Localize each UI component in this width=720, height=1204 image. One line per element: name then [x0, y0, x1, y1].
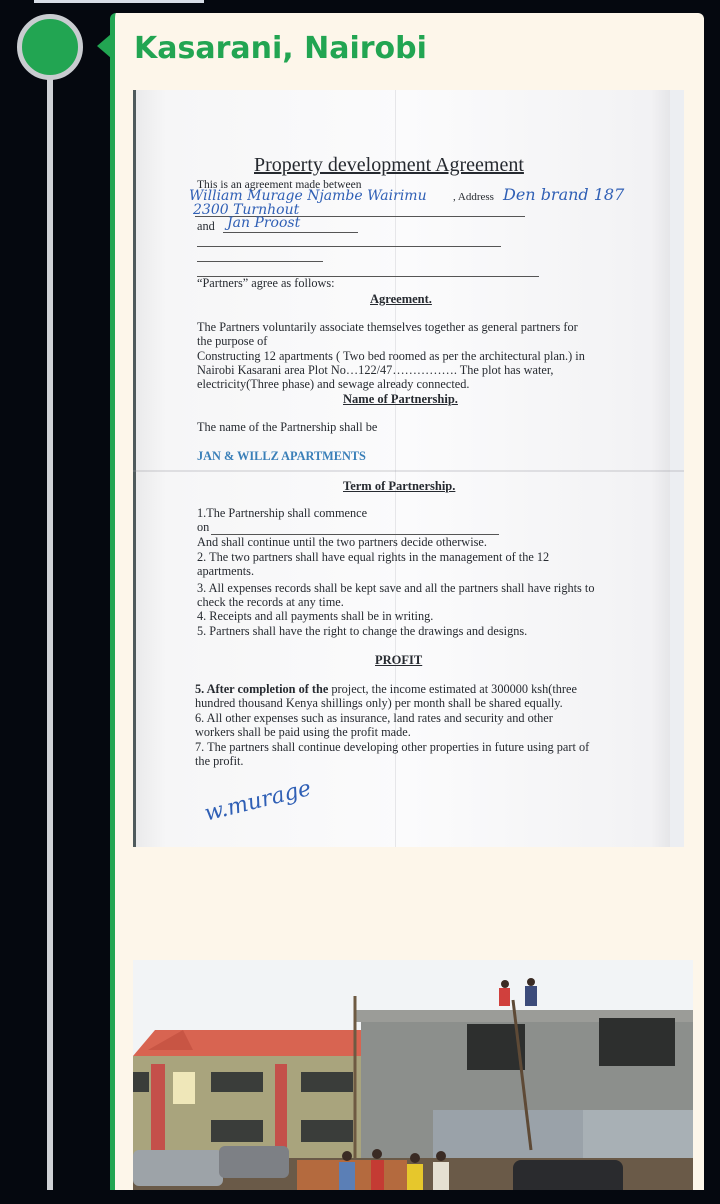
- worker: [339, 1162, 355, 1192]
- section-agreement: Agreement.: [370, 292, 432, 306]
- photo-edge: [133, 90, 136, 847]
- document-heading: Property development Agreement: [254, 154, 524, 176]
- bottom-bar: [0, 1190, 720, 1204]
- term-line: on: [197, 520, 210, 534]
- term-line: 3. All expenses records shall be kept save and all the partners shall have rights to: [197, 581, 595, 595]
- agreement-line: Nairobi Kasarani area Plot No…122/47……………. The plot has water,: [197, 363, 554, 377]
- profit-line: [195, 682, 577, 697]
- card-pointer-icon: [97, 34, 111, 58]
- worker: [371, 1160, 384, 1190]
- top-divider: [34, 0, 204, 3]
- timeline-card: [110, 13, 704, 1204]
- timeline-node-icon: [17, 14, 83, 80]
- section-profit: PROFIT: [375, 653, 423, 667]
- construction-site-photo[interactable]: [133, 960, 693, 1204]
- term-line: 2. The two partners shall have equal rights in the management of the 12: [197, 550, 550, 564]
- agreement-line: Constructing 12 apartments ( Two bed roomed as per the architectural plan.) in: [197, 349, 585, 363]
- profit-line: 7. The partners shall continue developing other properties in future using part of: [195, 740, 590, 754]
- address-label: , Address: [453, 191, 494, 203]
- profit-line: hundred thousand Kenya shillings only) per month shall be shared equally.: [195, 696, 563, 710]
- parked-car: [219, 1146, 289, 1178]
- partnership-name: JAN & WILLZ APARTMENTS: [197, 449, 366, 463]
- agreement-line: the purpose of: [197, 334, 268, 348]
- profit-line: the profit.: [195, 754, 244, 768]
- handwritten-address: Den brand 187: [503, 185, 625, 204]
- term-line: check the records at any time.: [197, 595, 344, 609]
- and-label: and: [197, 219, 215, 233]
- timeline-line: [47, 40, 53, 1204]
- term-line: 5. Partners shall have the right to change the drawings and designs.: [197, 624, 528, 638]
- handwritten-partner: Jan Proost: [227, 215, 301, 231]
- document-intro: This is an agreement made between: [197, 179, 362, 191]
- section-term-of-partnership: Term of Partnership.: [343, 479, 456, 493]
- profit-bold-lead: 5. After completion of the: [195, 682, 329, 696]
- agreement-line: electricity(Three phase) and sewage already connected.: [197, 377, 470, 391]
- parked-car: [133, 1150, 223, 1186]
- blank-line: [197, 261, 323, 262]
- signature: w.murage: [201, 776, 314, 827]
- handwritten-name: William Murage Njambe Wairimu: [189, 188, 427, 204]
- location-title: Kasarani, Nairobi: [134, 31, 427, 66]
- blank-line: [197, 246, 501, 247]
- worker: [433, 1162, 449, 1192]
- blank-line: [223, 232, 358, 233]
- agreement-document-photo[interactable]: [133, 90, 684, 847]
- photo-edge: [670, 90, 684, 847]
- profit-line: 6. All other expenses such as insurance, land rates and security and other: [195, 711, 553, 725]
- handwritten-city: 2300 Turnhout: [193, 202, 300, 218]
- profit-text: project, the income estimated at 300000 ksh(three: [328, 682, 577, 696]
- section-name-of-partnership: Name of Partnership.: [343, 392, 458, 406]
- partners-agree-line: “Partners” agree as follows:: [197, 276, 335, 290]
- term-line: 1.The Partnership shall commence: [197, 506, 368, 520]
- term-line: And shall continue until the two partners decide otherwise.: [197, 535, 487, 549]
- paper-fold: [133, 470, 684, 472]
- profit-line: workers shall be paid using the profit made.: [195, 725, 411, 739]
- term-line: apartments.: [197, 564, 255, 578]
- agreement-line: The Partners voluntarily associate themselves together as general partners for: [197, 320, 578, 334]
- name-paragraph: The name of the Partnership shall be: [197, 420, 378, 434]
- construction-site-illustration: [133, 960, 693, 1204]
- term-line: 4. Receipts and all payments shall be in writing.: [197, 609, 434, 623]
